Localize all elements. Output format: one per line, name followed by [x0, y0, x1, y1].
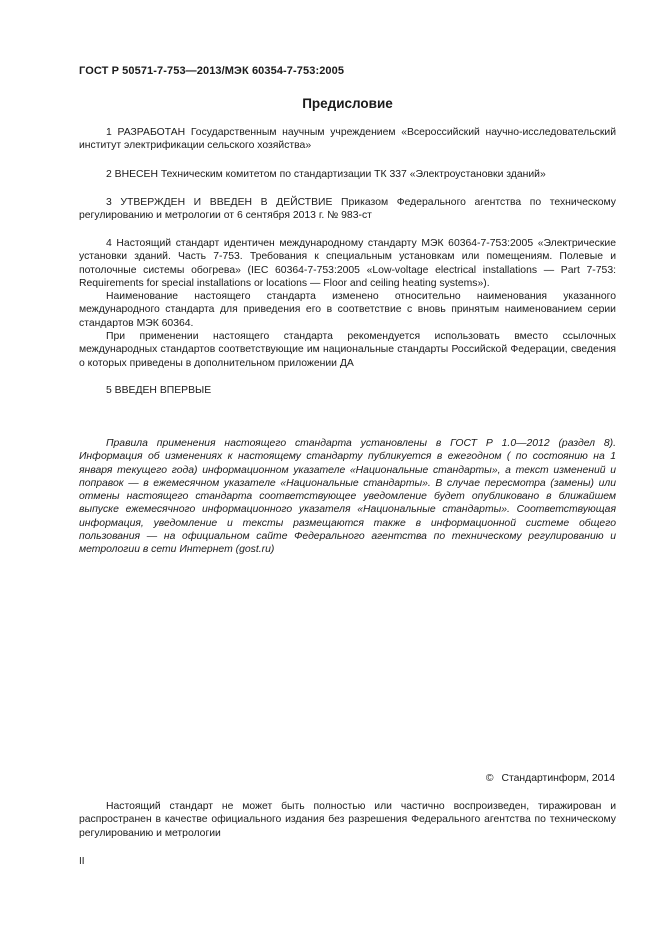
- paragraph: 3 УТВЕРЖДЕН И ВВЕДЕН В ДЕЙСТВИЕ Приказом Федерального агентства по техническому регулированию и метрологии от 6 сентября 2013 г. № 983-ст: [79, 197, 616, 222]
- paragraph: 1 РАЗРАБОТАН Государственным научным учреждением «Всероссийский научно-исследовательский институт электрификации сельского хозяйства»: [79, 127, 616, 152]
- page-title: Предисловие: [302, 96, 393, 111]
- standard-code-header: ГОСТ Р 50571-7-753—2013/МЭК 60354-7-753:2005: [79, 65, 345, 77]
- foreword-item-5: [79, 384, 616, 397]
- paragraph: При применении настоящего стандарта рекомендуется использовать вместо ссылочных международных стандартов соответствующие им национальные стандарты Российской Федерации, сведения о которых приведены в дополнительном приложении ДА: [79, 331, 616, 369]
- foreword-item-4: [79, 237, 616, 370]
- application-rules-notice: [79, 437, 616, 557]
- foreword-item-2: [79, 168, 616, 181]
- foreword-item-1: [79, 126, 616, 153]
- copyright-icon: ©: [485, 773, 494, 784]
- reproduction-notice: [79, 800, 616, 840]
- paragraph: 4 Настоящий стандарт идентичен международному стандарту МЭК 60364-7-753:2005 «Электрические установки зданий. Часть 7-753. Требования к специальным установкам или помещениям. Полевые и потолочные системы обогрева» (IEC 60364-7-753:2005 «Low-voltage electrical installations — Part 7-753: Requirements for special installations or locations — Floor and ceiling heating systems»).: [79, 238, 616, 289]
- paragraph: Наименование настоящего стандарта изменено относительно наименования указанного международного стандарта для приведения его в соответствие с вновь принятым наименованием серии стандартов МЭК 60364.: [79, 291, 616, 329]
- paragraph: 5 ВВЕДЕН ВПЕРВЫЕ: [106, 385, 212, 396]
- copyright-line: [486, 773, 615, 784]
- page-number: II: [79, 856, 85, 867]
- paragraph: 2 ВНЕСЕН Техническим комитетом по стандартизации ТК 337 «Электроустановки зданий»: [106, 169, 546, 180]
- copyright-text: Стандартинформ, 2014: [501, 773, 615, 784]
- notice-text: Настоящий стандарт не может быть полностью или частично воспроизведен, тиражирован и распространен в качестве официального издания без разрешения Федерального агентства по техническому регулированию и метрологии: [79, 801, 616, 839]
- foreword-item-3: [79, 196, 616, 223]
- notice-text: Правила применения настоящего стандарта установлены в ГОСТ Р 1.0—2012 (раздел 8). Информация об изменениях к настоящему стандарту публикуется в ежегодном ( по состоянию на 1 января текущего года) информационном указателе «Национальные стандарты», а текст изменений и поправок — в ежемесячном указателе «Национальные стандарты». В случае пересмотра (замены) или отмены настоящего стандарта соответствующее уведомление будет опубликовано в ближайшем выпуске ежемесячного информационного указателя «Национальные стандарты». Соответствующая информация, уведомление и тексты размещаются также в информационной системе общего пользования — на официальном сайте Федерального агентства по техническому регулированию и метрологии в сети Интернет (gost.ru): [79, 438, 616, 556]
